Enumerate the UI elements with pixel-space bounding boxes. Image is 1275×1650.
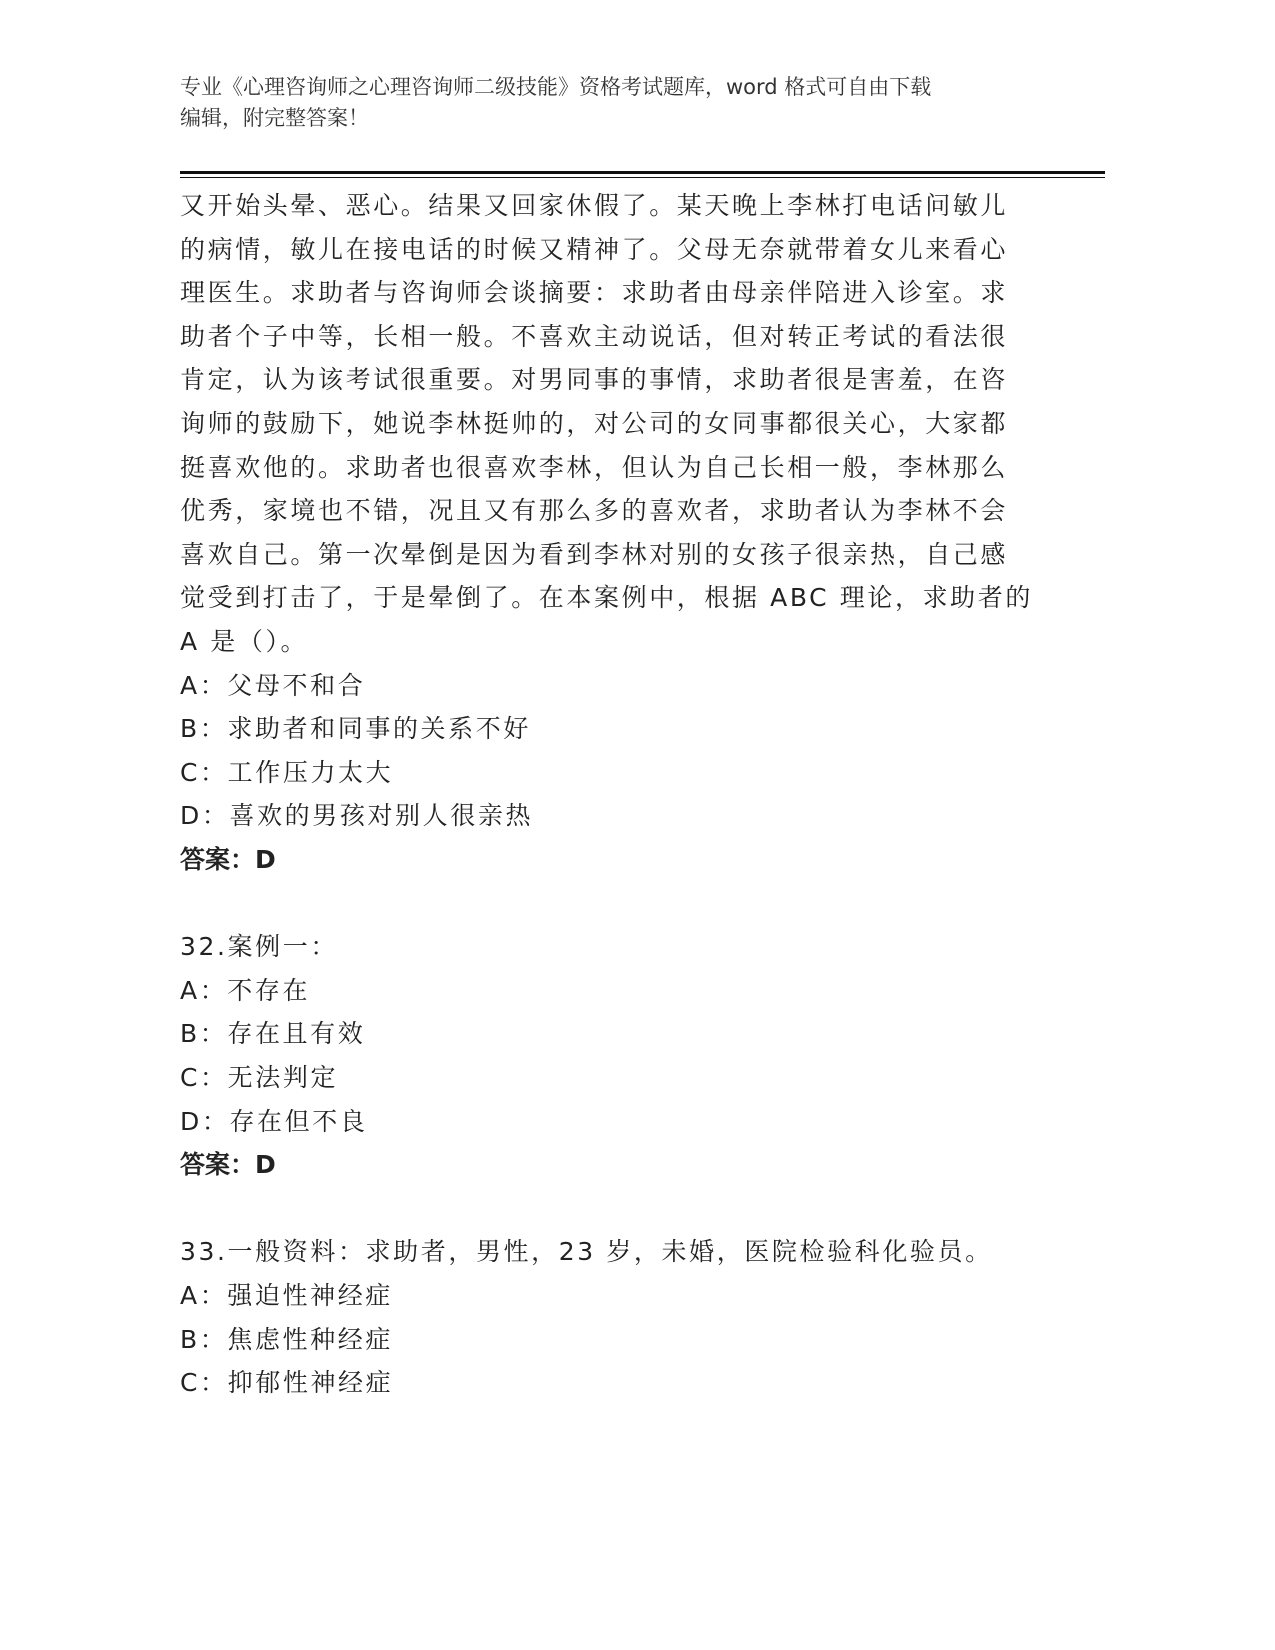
question-33-option: C：抑郁性神经症 [180,1368,394,1398]
question-32-option: D：存在但不良 [180,1106,368,1136]
document-header [180,72,931,134]
question-32-option: B：存在且有效 [180,1019,366,1049]
question-31-option: B：求助者和同事的关系不好 [180,714,531,744]
header-line-1: 专业《心理咨询师之心理咨询师二级技能》资格考试题库，word 格式可自由下载 [180,75,932,99]
header-rule-thick [180,171,1105,174]
question-31-stem-line: 肯定，认为该考试很重要。对男同事的事情，求助者很是害羞，在咨 [180,365,1009,395]
question-33-option: A：强迫性神经症 [180,1281,393,1310]
question-31-option: C：工作压力太大 [180,757,394,787]
question-33-option: B：焦虑性种经症 [180,1324,393,1354]
question-31-stem-line: 又开始头晕、恶心。结果又回家休假了。某天晚上李林打电话问敏儿 [180,191,1009,220]
question-31-stem-line: 喜欢自己。第一次晕倒是因为看到李林对别的女孩子很亲热，自己感 [180,539,1009,569]
question-32-answer: 答案：D [180,1150,276,1180]
question-31-option: A：父母不和合 [180,670,366,700]
header-rule-thin [180,177,1105,178]
question-32-stem: 32.案例一： [180,932,338,962]
question-31-stem-line: 挺喜欢他的。求助者也很喜欢李林，但认为自己长相一般，李林那么 [180,452,1009,482]
question-31-stem-line: A 是（）。 [180,627,309,656]
question-31-stem-line: 的病情，敏儿在接电话的时候又精神了。父母无奈就带着女儿来看心 [180,234,1009,264]
question-31-stem-line: 理医生。求助者与咨询师会谈摘要：求助者由母亲伴陪进入诊室。求 [180,278,1009,308]
question-32-option: C：无法判定 [180,1063,339,1092]
question-31-stem-line: 助者个子中等，长相一般。不喜欢主动说话，但对转正考试的看法很 [180,321,1009,351]
question-31-stem-line: 询师的鼓励下，她说李林挺帅的，对公司的女同事都很关心，大家都 [180,409,1009,438]
question-31-stem-line: 优秀，家境也不错，况且又有那么多的喜欢者，求助者认为李林不会 [180,496,1009,526]
header-line-2: 编辑，附完整答案！ [180,106,369,130]
question-33-stem: 33.一般资料：求助者，男性，23 岁，未婚，医院检验科化验员。 [180,1237,993,1267]
question-31-option: D：喜欢的男孩对别人很亲热 [180,801,534,831]
question-31-stem-line: 觉受到打击了，于是晕倒了。在本案例中，根据 ABC 理论，求助者的 [180,583,1033,613]
question-31-answer: 答案：D [180,845,276,874]
question-32-option: A：不存在 [180,975,311,1005]
